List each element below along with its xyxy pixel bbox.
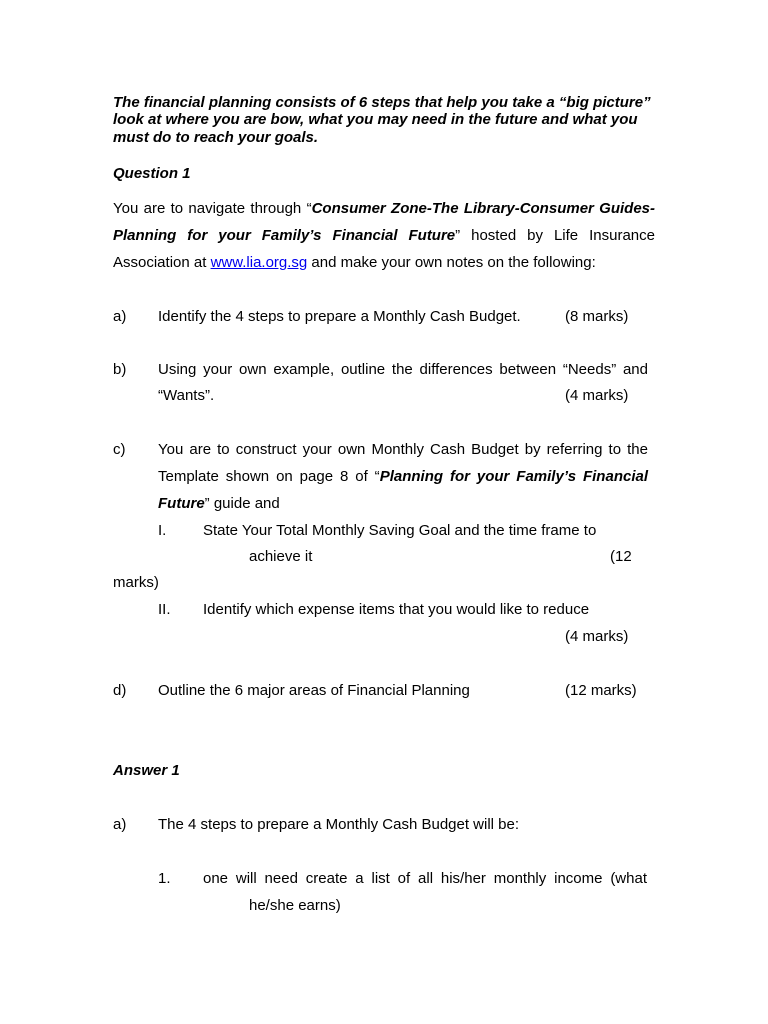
item-b-line-1: Using your own example, outline the differences between “Needs” and	[158, 361, 648, 378]
item-c-label: c)	[113, 441, 126, 458]
answer-step-1-line-2: he/she earns)	[249, 897, 341, 914]
item-d-marks: (12 marks)	[565, 682, 637, 699]
item-b-line-2: “Wants”.	[158, 387, 215, 404]
lia-website-link[interactable]: www.lia.org.sg	[210, 254, 308, 271]
question-para-bold: Planning for your Family’s Financial Future	[113, 227, 456, 244]
item-c-i-line-1: State Your Total Monthly Saving Goal and the time frame to	[203, 522, 597, 539]
question-para-line-2	[113, 227, 655, 245]
item-a-text: Identify the 4 steps to prepare a Monthly Cash Budget.	[158, 308, 521, 325]
question-para-text: You are to navigate through “	[113, 200, 312, 217]
answer-step-1-label: 1.	[158, 870, 171, 887]
item-c-ii-line-1: Identify which expense items that you would like to reduce	[203, 601, 590, 618]
question-para-line-1	[113, 200, 655, 218]
question-para-text: Association at	[113, 254, 211, 271]
item-c-text: ” guide and	[204, 495, 280, 512]
item-c-text: Template shown on page 8 of “	[158, 468, 380, 485]
item-c-line-2	[158, 468, 648, 486]
item-b-marks: (4 marks)	[565, 387, 629, 404]
item-c-ii-label: II.	[158, 601, 171, 618]
item-c-i-label: I.	[158, 522, 167, 539]
intro-line-1: The financial planning consists of 6 steps that help you take a “big picture”	[113, 94, 651, 111]
item-a-marks: (8 marks)	[565, 308, 629, 325]
item-d-text: Outline the 6 major areas of Financial Planning	[158, 682, 470, 699]
item-d-label: d)	[113, 682, 127, 699]
item-c-bold: Future	[158, 495, 205, 512]
answer-a-label: a)	[113, 816, 127, 833]
item-c-ii-marks: (4 marks)	[565, 628, 629, 645]
item-c-i-marks-wrap: marks)	[113, 574, 159, 591]
answer-step-1-line-1: one will need create a list of all his/her monthly income (what	[203, 870, 647, 887]
answer-1-heading: Answer 1	[113, 762, 180, 779]
intro-line-3: must do to reach your goals.	[113, 129, 319, 146]
item-c-i-marks: (12	[610, 548, 632, 565]
item-c-line-3	[158, 495, 280, 513]
intro-line-2: look at where you are bow, what you may need in the future and what you	[113, 111, 638, 128]
question-para-text: ” hosted by Life Insurance	[455, 227, 655, 244]
item-c-i-line-2: achieve it	[249, 548, 313, 565]
question-para-line-3	[113, 254, 596, 272]
answer-a-text: The 4 steps to prepare a Monthly Cash Budget will be:	[158, 816, 520, 833]
item-b-label: b)	[113, 361, 127, 378]
item-a-label: a)	[113, 308, 127, 325]
item-c-bold: Planning for your Family’s Financial	[379, 468, 648, 485]
item-c-line-1: You are to construct your own Monthly Cash Budget by referring to the	[158, 441, 648, 458]
question-para-text: and make your own notes on the following:	[307, 254, 596, 271]
question-para-bold: Consumer Zone-The Library-Consumer Guides-	[311, 200, 656, 217]
question-1-heading: Question 1	[113, 165, 191, 182]
